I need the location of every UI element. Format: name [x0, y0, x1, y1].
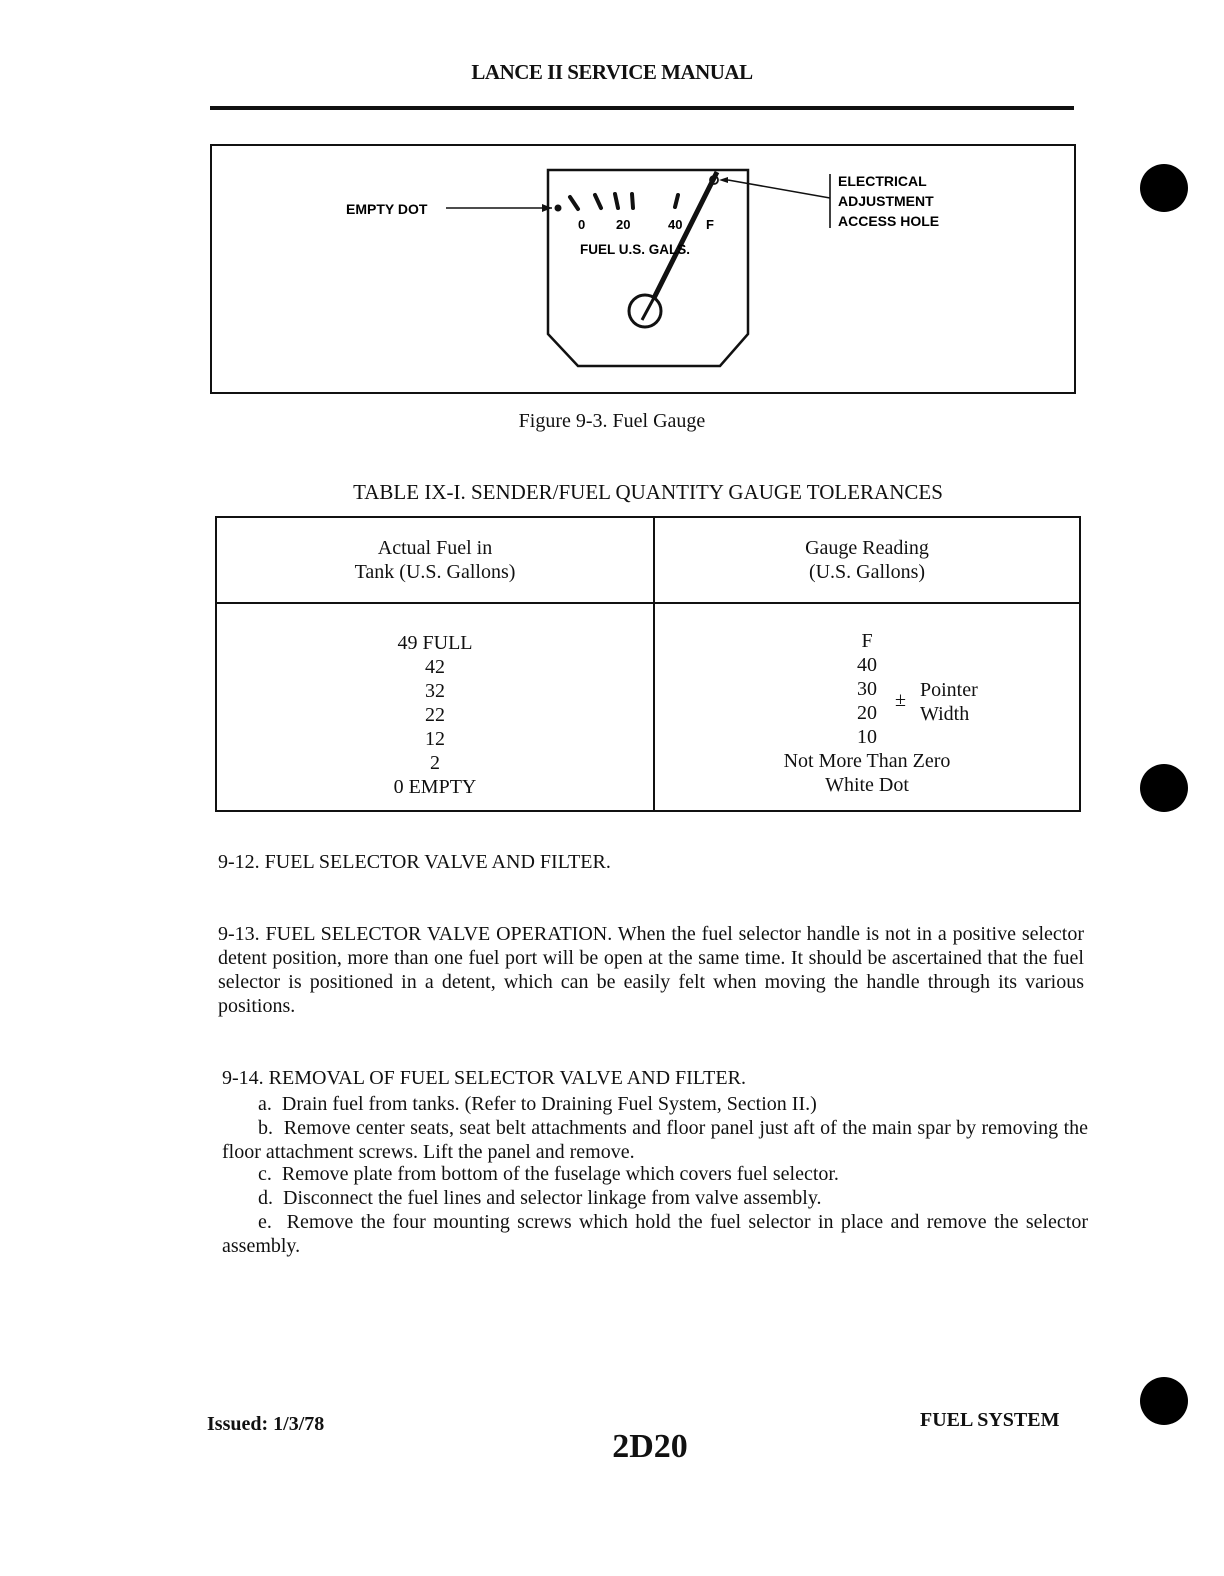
access-label-line3: ACCESS HOLE	[838, 213, 940, 229]
gauge-body	[548, 170, 748, 366]
access-label-line2: ADJUSTMENT	[838, 193, 934, 209]
table-cell: 0 EMPTY	[393, 776, 477, 798]
step-text: Remove the four mounting screws which hold the fuel selector in place and remove the selector assembly.	[222, 1211, 1089, 1257]
section-9-13-body: When the fuel selector handle is not in a positive selector detent position, more than one fuel port will be open at the same time. It should be ascertained that the fuel selector is positioned in a detent, which can be easily felt when moving the handle through its various positions.	[218, 923, 1085, 1017]
step-c	[222, 1162, 1088, 1186]
step-a	[222, 1092, 1088, 1116]
section-9-14-heading: 9-14. REMOVAL OF FUEL SELECTOR VALVE AND FILTER.	[222, 1067, 746, 1089]
actual-fuel-values	[216, 603, 654, 811]
scale-label-20: 20	[616, 217, 631, 232]
access-label-line1: ELECTRICAL	[838, 173, 927, 189]
table-cell: 32	[425, 680, 445, 702]
table-cell: 10	[857, 726, 877, 748]
table-header-row	[216, 517, 1080, 603]
step-letter: e.	[258, 1211, 272, 1233]
header-actual-fuel	[216, 517, 654, 603]
tolerance-note	[895, 678, 978, 726]
empty-dot	[555, 205, 562, 212]
manual-title: LANCE II SERVICE MANUAL	[471, 60, 753, 84]
step-text: Drain fuel from tanks. (Refer to Draining Fuel System, Section II.)	[281, 1093, 817, 1115]
step-letter: b.	[258, 1117, 273, 1139]
header-gauge-line1: Gauge Reading	[805, 537, 929, 559]
step-letter: c.	[258, 1163, 272, 1185]
empty-dot-label: EMPTY DOT	[346, 201, 428, 217]
section-9-13-heading: 9-13. FUEL SELECTOR VALVE OPERATION.	[218, 923, 613, 945]
scale-label-40: 40	[668, 217, 683, 232]
figure-caption: Figure 9-3. Fuel Gauge	[518, 410, 706, 432]
needle-pivot	[629, 295, 661, 327]
table-cell: 2	[430, 752, 440, 774]
gauge-units-label: FUEL U.S. GALS.	[580, 242, 691, 257]
table-cell: 40	[857, 654, 877, 676]
header-actual-line2: Tank (U.S. Gallons)	[354, 561, 516, 583]
section-9-12-heading: 9-12. FUEL SELECTOR VALVE AND FILTER.	[218, 851, 611, 873]
step-letter: a.	[258, 1093, 272, 1115]
binder-hole	[1140, 164, 1188, 212]
table-cell: 22	[425, 704, 445, 726]
step-text: Remove plate from bottom of the fuselage which covers fuel selector.	[281, 1163, 839, 1185]
table-title: TABLE IX-I. SENDER/FUEL QUANTITY GAUGE TOLERANCES	[353, 480, 943, 504]
table-cell: White Dot	[825, 774, 909, 796]
scale-label-f: F	[706, 217, 714, 232]
table-cell: 49 FULL	[397, 632, 473, 654]
section-name: FUEL SYSTEM	[920, 1409, 1060, 1431]
fuel-gauge-figure	[210, 144, 1076, 394]
gauge-reading-values	[654, 603, 1080, 811]
page-number: 2D20	[612, 1428, 688, 1465]
tolerance-line2: Width	[920, 703, 970, 725]
table-cell: 42	[425, 656, 445, 678]
step-text: Disconnect the fuel lines and selector linkage from valve assembly.	[283, 1187, 822, 1209]
binder-hole	[1140, 1377, 1188, 1425]
table-cell: Not More Than Zero	[783, 750, 951, 772]
table-cell: 12	[425, 728, 445, 750]
section-9-13	[218, 922, 1084, 1018]
header-rule	[210, 106, 1074, 110]
table-cell: F	[861, 630, 873, 652]
step-letter: d.	[258, 1187, 273, 1209]
step-text: Remove center seats, seat belt attachments and floor panel just aft of the main spar by removing the floor attachment screws. Lift the panel and remove.	[222, 1117, 1088, 1163]
table-cell: 20	[857, 702, 877, 724]
header-gauge-reading	[654, 517, 1080, 603]
tolerance-line1: Pointer	[920, 679, 978, 701]
header-actual-line1: Actual Fuel in	[377, 537, 493, 559]
header-gauge-line2: (U.S. Gallons)	[808, 561, 926, 583]
table-body-row	[216, 603, 1080, 811]
table-cell: 30	[857, 678, 877, 700]
tolerance-table	[215, 516, 1081, 812]
issued-date: Issued: 1/3/78	[207, 1413, 325, 1435]
step-d	[222, 1186, 1088, 1210]
scale-label-0: 0	[578, 217, 586, 232]
plus-minus-sign: ±	[895, 689, 906, 711]
binder-hole	[1140, 764, 1188, 812]
step-b	[222, 1116, 1088, 1164]
gauge-ticks	[570, 194, 678, 209]
step-e	[222, 1210, 1088, 1258]
